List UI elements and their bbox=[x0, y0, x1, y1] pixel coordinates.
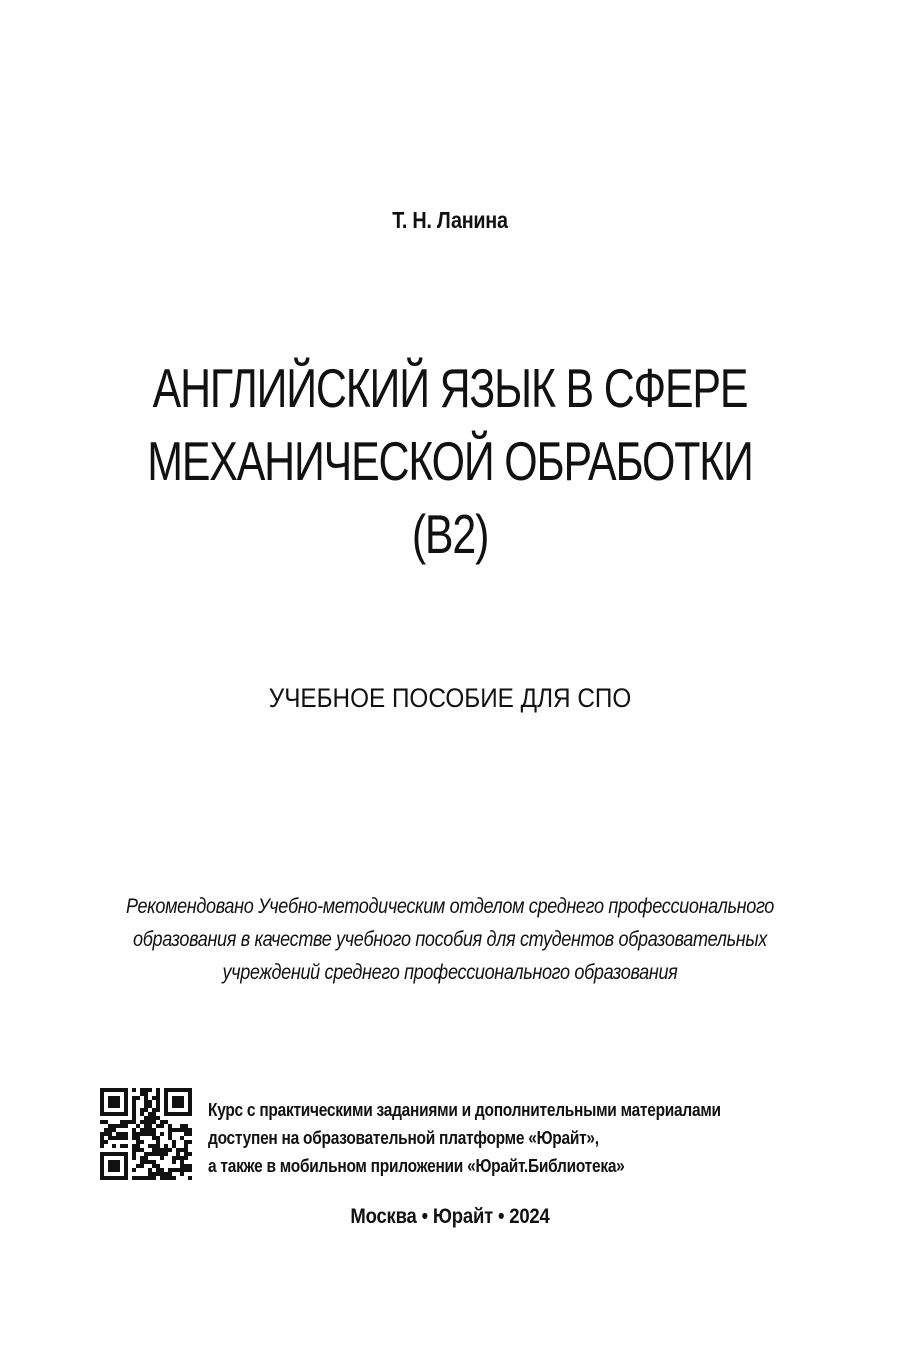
course-note-line: Курс с практическими заданиями и дополнительными материалами bbox=[208, 1100, 721, 1120]
book-subtitle: УЧЕБНОЕ ПОСОБИЕ ДЛЯ СПО bbox=[268, 683, 632, 713]
course-availability-note bbox=[208, 1096, 721, 1180]
course-note-line: а также в мобильном приложении «Юрайт.Библиотека» bbox=[208, 1156, 625, 1176]
author-name: Т. Н. Ланина bbox=[392, 207, 508, 233]
course-note-line: доступен на образовательной платформе «Юрайт», bbox=[208, 1128, 599, 1148]
publisher-imprint: Москва • Юрайт • 2024 bbox=[350, 1205, 550, 1228]
recommendation-text bbox=[63, 890, 837, 989]
title-line: АНГЛИЙСКИЙ ЯЗЫК В СФЕРЕ bbox=[152, 357, 748, 419]
title-line: (B2) bbox=[411, 503, 489, 565]
recommendation-line: учреждений среднего профессионального образования bbox=[222, 961, 678, 984]
title-line: МЕХАНИЧЕСКОЙ ОБРАБОТКИ bbox=[147, 430, 753, 492]
recommendation-line: Рекомендовано Учебно-методическим отделом среднего профессионального bbox=[125, 895, 775, 918]
book-title bbox=[99, 352, 801, 571]
qr-code-icon[interactable] bbox=[100, 1088, 192, 1180]
recommendation-line: образования в качестве учебного пособия для студентов образовательных bbox=[132, 928, 768, 951]
